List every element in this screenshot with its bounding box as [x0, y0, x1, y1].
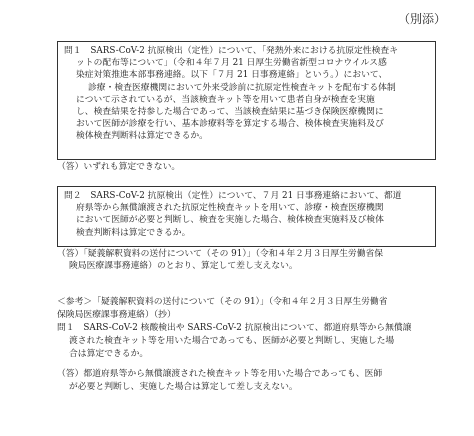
reference-question-line: 合は算定できるか。 — [69, 348, 149, 359]
reference-question-line: 問１ SARS-CoV-2 核酸検出や SARS-CoV-2 抗原検出について、都道府県等から無償譲 — [57, 322, 412, 333]
reference-section — [57, 296, 447, 394]
reference-answer — [57, 368, 447, 394]
reference-title-line: 保険局医療課事務連絡）（抄） — [57, 309, 176, 320]
question-1-line: について示されているが、当該検査キット等を用いて患者自身が検査を実施 — [76, 94, 375, 105]
question-2-line: 問２ SARS-CoV-2 抗原検出（定性）について、７月 21 日事務連絡において、都道 — [64, 191, 402, 201]
question-1-line: し、検査結果を持参した場合であって、当該検査結果に基づき保険医療機関に — [76, 106, 384, 117]
reference-question-line: 渡された検査キット等を用いた場合であっても、医師が必要と判断し、実施した場 — [69, 335, 395, 346]
question-1-line: ットの配布等について」（令和４年７月 21 日厚生労働省新型コロナウイルス感 — [76, 58, 387, 69]
answer-2-line: 険局医療課事務連絡）のとおり、算定して差し支えない。 — [69, 261, 298, 272]
reference-answer-line: （答）都道府県等から無償譲渡された検査キット等を用いた場合であっても、医師 — [57, 369, 383, 380]
reference-title: ＜参考＞「疑義解釈資料の送付について（その 91）」（令和４年２月３日厚生労働省 — [57, 297, 388, 307]
question-1-line: 診療・検査医療機関において外来受診前に抗原定性検査キットを配布する体制 — [88, 82, 396, 93]
question-1-line: 問１ SARS-CoV-2 抗原検出（定性）について、「発熱外来における抗原定性検査キ — [64, 46, 399, 56]
question-1-line: 染症対策推進本部事務連絡。以下「７月 21 日事務連絡」という。）において、 — [76, 70, 388, 81]
question-1-line: 検体検査判断料は算定できるか。 — [76, 131, 208, 142]
question-1-box — [57, 41, 436, 160]
annex-label: （別添） — [397, 12, 446, 26]
question-1-line: おいて医師が診療を行い、基本診療料等を算定する場合、検体検査実施料及び — [76, 119, 384, 130]
question-2-line: 府県等から無償譲渡された抗原定性検査キットを用いて、診療・検査医療機関 — [76, 203, 384, 214]
question-2-line: において医師が必要と判断し、検査を実施した場合、検体検査実施料及び検体 — [76, 215, 384, 226]
answer-1: （答）いずれも算定できない。 — [57, 162, 181, 172]
reference-answer-line: が必要と判断し、実施した場合は算定して差し支えない。 — [69, 382, 298, 393]
answer-2-line: （答）「疑義解釈資料の送付について（その 91）」（令和４年２月３日厚生労働省保 — [57, 249, 384, 259]
question-2-line: 検査判断料は算定できるか。 — [76, 227, 191, 238]
answer-2 — [57, 248, 383, 272]
question-2-box — [57, 186, 436, 247]
